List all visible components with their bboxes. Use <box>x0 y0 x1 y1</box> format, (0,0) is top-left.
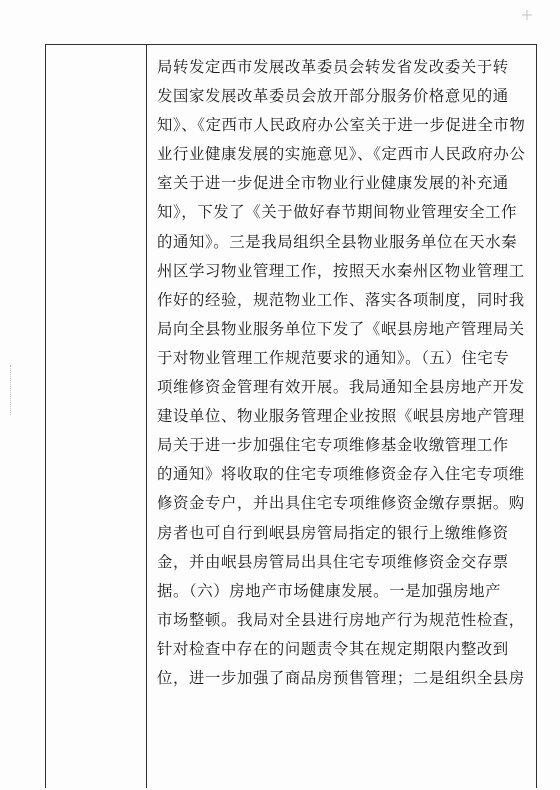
text-line: 局转发定西市发展改革委员会转发省发改委关于转 <box>157 58 509 76</box>
text-line: 修资金专户，并出具住宅专项维修资金缴存票据。购 <box>157 494 525 513</box>
form-table <box>45 44 537 788</box>
scan-mark-icon <box>520 8 534 22</box>
text-line: 发国家发展改革委员会放开部分服务价格意见的通 <box>157 87 509 106</box>
text-line: 作好的经验，规范物业工作、落实各项制度，同时我 <box>157 290 525 309</box>
text-line: 建设单位、物业服务管理企业按照《岷县房地产管理 <box>157 407 525 426</box>
text-line: 项维修资金管理有效开展。我局通知全县房地产开发 <box>157 378 525 397</box>
text-line: 知》、《定西市人民政府办公室关于进一步促进全市物 <box>157 116 526 135</box>
text-line: 房者也可自行到岷县房管局指定的银行上缴维修资 <box>157 523 509 542</box>
text-line: 的通知》。三是我局组织全县物业服务单位在天水秦 <box>157 232 518 251</box>
text-line: 业行业健康发展的实施意见》、《定西市人民政府办公 <box>157 145 526 164</box>
text-line: 于对物业管理工作规范要求的通知》。（五）住宅专 <box>157 348 510 367</box>
text-line: 位，进一步加强了商品房预售管理；二是组织全县房 <box>157 668 525 687</box>
table-label-column <box>46 45 147 788</box>
text-line: 金，并由岷县房管局出具住宅专项维修资金交存票 <box>157 552 509 571</box>
text-line: 市场整顿。我局对全县进行房地产行为规范性检查， <box>157 610 525 629</box>
body-text <box>157 53 529 693</box>
text-line: 的通知》将收取的住宅专项维修资金存入住宅专项维 <box>157 465 525 484</box>
text-line: 局向全县物业服务单位下发了《岷县房地产管理局关 <box>157 319 525 338</box>
binding-margin-marks <box>10 365 13 415</box>
text-line: 知》，下发了《关于做好春节期间物业管理安全工作 <box>157 203 518 222</box>
table-content-column <box>149 45 536 788</box>
text-line: 据。（六）房地产市场健康发展。一是加强房地产 <box>157 581 502 600</box>
text-line: 室关于进一步促进全市物业行业健康发展的补充通 <box>157 174 509 193</box>
text-line: 局关于进一步加强住宅专项维修基金收缴管理工作 <box>157 436 509 455</box>
text-line: 针对检查中存在的问题责令其在规定期限内整改到 <box>157 639 509 658</box>
text-line: 州区学习物业管理工作，按照天水秦州区物业管理工 <box>157 261 525 280</box>
